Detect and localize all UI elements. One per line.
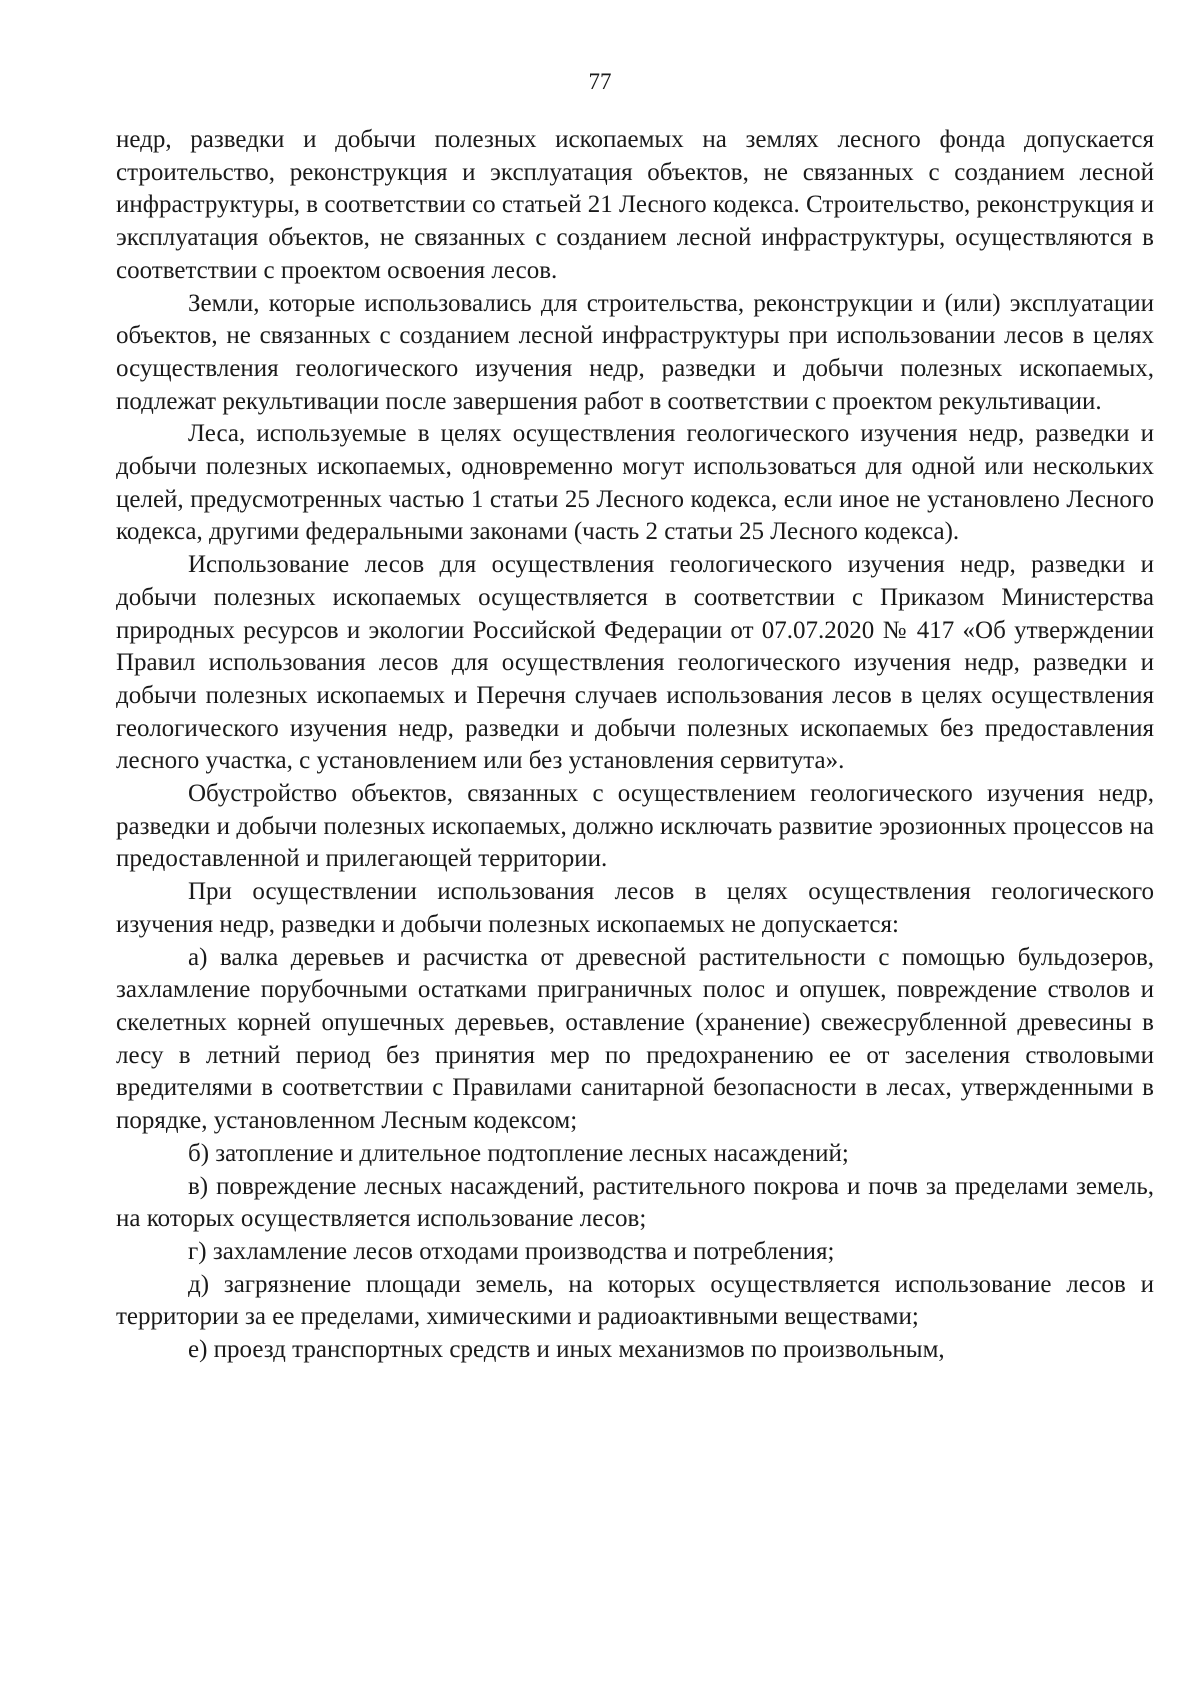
- paragraph: Обустройство объектов, связанных с осуществлением геологического изучения недр, разведки и добычи полезных ископаемых, должно исключать развитие эрозионных процессов на предоставленной и прилегающей территории.: [116, 780, 1154, 873]
- list-item-g: г) захламление лесов отходами производства и потребления;: [188, 1237, 835, 1265]
- list-item-a: а) валка деревьев и расчистка от древесной растительности с помощью бульдозеров, захламление порубочными остатками приграничных полос и опушек, повреждение стволов и скелетных корней опушечных деревьев, оставление (хранение) свежесрубленной древесины в лесу в летний период без принятия мер по предохранению ее от заселения стволовыми вредителями в соответствии с Правилами санитарной безопасности в лесах, утвержденными в порядке, установленном Лесным кодексом;: [116, 943, 1154, 1135]
- paragraph: Леса, используемые в целях осуществления геологического изучения недр, разведки и добычи полезных ископаемых, одновременно могут использоваться для одной или нескольких целей, предусмотренных частью 1 статьи 25 Лесного кодекса, если иное не установлено Лесного кодекса, другими федеральными законами (часть 2 статьи 25 Лесного кодекса).: [116, 420, 1154, 546]
- list-item-d: д) загрязнение площади земель, на которых осуществляется использование лесов и территории за ее пределами, химическими и радиоактивными веществами;: [116, 1270, 1154, 1331]
- paragraph: недр, разведки и добычи полезных ископаемых на землях лесного фонда допускается строительство, реконструкция и эксплуатация объектов, не связанных с созданием лесной инфраструктуры, в соответствии со статьей 21 Лесного кодекса. Строительство, реконструкция и эксплуатация объектов, не связанных с созданием лесной инфраструктуры, осуществляются в соответствии с проектом освоения лесов.: [116, 126, 1154, 284]
- page-number: 77: [588, 69, 612, 94]
- body-text: [116, 124, 1154, 1367]
- list-item-b: б) затопление и длительное подтопление лесных насаждений;: [188, 1139, 849, 1167]
- list-item-e: е) проезд транспортных средств и иных механизмов по произвольным,: [188, 1336, 945, 1364]
- paragraph: Земли, которые использовались для строительства, реконструкции и (или) эксплуатации объектов, не связанных с созданием лесной инфраструктуры при использовании лесов в целях осуществления геологического изучения недр, разведки и добычи полезных ископаемых, подлежат рекультивации после завершения работ в соответствии с проектом рекультивации.: [116, 289, 1154, 415]
- paragraph: Использование лесов для осуществления геологического изучения недр, разведки и добычи полезных ископаемых осуществляется в соответствии с Приказом Министерства природных ресурсов и экологии Российской Федерации от 07.07.2020 № 417 «Об утверждении Правил использования лесов для осуществления геологического изучения недр, разведки и добычи полезных ископаемых и Перечня случаев использования лесов в целях осуществления геологического изучения недр, разведки и добычи полезных ископаемых без предоставления лесного участка, с установлением или без установления сервитута».: [116, 551, 1154, 775]
- list-item-v: в) повреждение лесных насаждений, растительного покрова и почв за пределами земель, на которых осуществляется использование лесов;: [116, 1172, 1154, 1233]
- paragraph: При осуществлении использования лесов в целях осуществления геологического изучения недр, разведки и добычи полезных ископаемых не допускается:: [116, 878, 1154, 938]
